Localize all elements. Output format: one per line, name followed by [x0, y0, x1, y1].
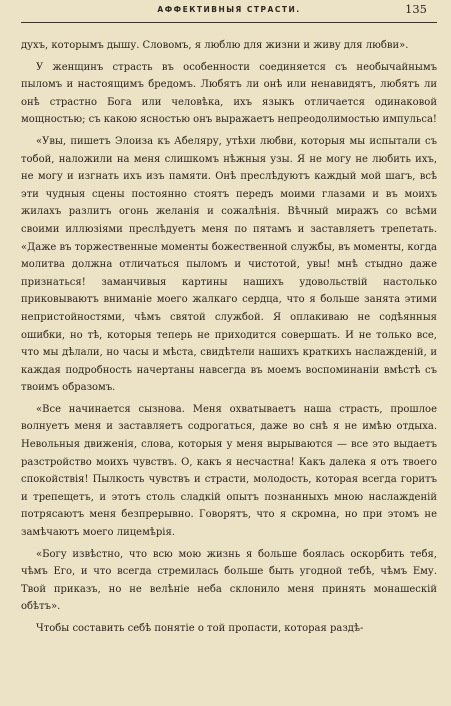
paragraph-god-knows: «Богу извѣстно, что всю мою жизнь я больше боялась оскорбить тебя, чѣмъ Его, и что всегда стремилась больше быть угодной тебѣ, чѣмъ Ему. Твой приказъ, но не велѣніе неба склонило меня принять монашескій обѣтъ». [21, 548, 437, 613]
running-head: АФФЕКТИВНЫЯ СТРАСТИ. [157, 5, 301, 14]
paragraph-final: Чтобы составить себѣ понятіе о той пропасти, которая раздѣ- [36, 623, 364, 634]
paragraph-heloise-letter: «Увы, пишетъ Элоиза къ Абеляру, утѣхи любви, которыя мы испытали съ тобой, наложили на меня слишкомъ нѣжныя узы. Я не могу не любить ихъ, не могу и изгнать ихъ изъ памяти. Онѣ преслѣдуютъ каждый мой шагъ, всѣ эти чудныя сцены постоянно стоятъ передъ моими глазами и въ моихъ жилахъ разлитъ огонь желанія и сожалѣнія. Вѣчный миражъ со всѣми своими иллюзіями преслѣдуетъ меня по пятамъ и заставляетъ трепетать. «Даже въ торжественные моменты божественной службы, въ моменты, когда молитва должна отличаться пыломъ и чистотой, увы! мнѣ стыдно даже признаться! заманчивыя картины нашихъ удовольствій настолько приковываютъ вниманіе моего жалкаго сердца, что я больше занята этими непристойностями, чѣмъ святой службой. Я оплакиваю не содѣянныя ошибки, но тѣ, которыя теперь не приходится совершать. И не только все, что мы дѣлали, но часы и мѣста, свидѣтели нашихъ краткихъ наслажденій, и каждая подробность начертаны навсегда въ моемъ воспоминаніи вмѣстѣ съ твоимъ образомъ. [21, 135, 437, 394]
paragraph-all-begins-again: «Все начинается сызнова. Меня охватываетъ наша страсть, прошлое волнуетъ меня и заставляетъ содрогаться, даже во снѣ я не имѣю отдыха. Невольныя движенія, слова, которыя у меня вырываются — все это выдаетъ разстройство моихъ чувствъ. О, какъ я несчастна! Какъ далека я отъ твоего спокойствія! Пылкость чувствъ и страсти, молодость, которая всегда горитъ и трепещетъ, и этотъ столь сладкій опытъ познанныхъ мною наслажденій потрясаютъ меня безпрерывно. Говорятъ, что я скромна, но при этомъ не замѣчаютъ моего лицемѣрія. [21, 403, 437, 539]
paragraph-women-passion: У женщинъ страсть въ особенности соединяется съ необычайнымъ пыломъ и настоящимъ бредомъ. Любятъ ли онѣ или ненавидятъ, любятъ ли онѣ страстно Бога или человѣка, ихъ языкъ отличается одинаковой мощностью; съ какою ясностью онъ выражаетъ непреодолимостью импульса! [21, 61, 437, 126]
page-number: 135 [405, 2, 427, 16]
paragraph-continuation: духъ, которымъ дышу. Словомъ, я люблю для жизни и живу для любви». [21, 40, 409, 51]
body-text [21, 37, 437, 638]
page-header [21, 0, 437, 23]
